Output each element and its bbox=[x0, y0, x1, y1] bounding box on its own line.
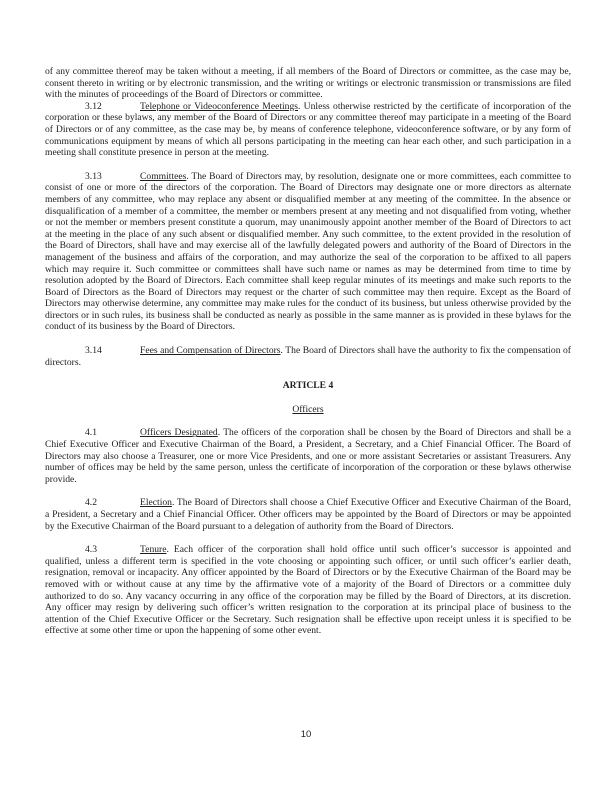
section-number: 3.13 bbox=[85, 170, 102, 182]
section-title-separator: . bbox=[298, 100, 304, 112]
section-4-3 bbox=[45, 544, 571, 637]
section-title-separator: . bbox=[166, 544, 174, 556]
continuation-paragraph: of any committee thereof may be taken without a meeting, if all members of the Board of Directors or committee, as the case may be, consent thereto in writing or by electronic transmission, and the writing or writings or electronic transmission or transmissions are filed with the minutes of proceedings of the Board of Directors or committee. bbox=[45, 66, 571, 101]
page-number: 10 bbox=[300, 729, 312, 740]
section-body: Unless otherwise restricted by the certificate of incorporation of the corporation or these bylaws, any member of the Board of Directors or any committee thereof may participate in a meeting of the Board of Directors or of any committee, as the case may be, by means of conference telephone, videoconference software, or by any form of communications equipment by means of which all persons participating in the meeting can hear each other, and such participation in a meeting shall constitute presence in person at the meeting. bbox=[45, 100, 572, 159]
section-4-1 bbox=[45, 427, 571, 485]
section-body: Each officer of the corporation shall hold office until such officer’s successor is appointed and qualified, unless a different term is specified in the vote choosing or appointing such officer, or until such officer’s earlier death, resignation, removal or incapacity. Any officer appointed by the Board of Directors or by the Executive Chairman of the Board may be removed with or without cause at any time by the affirmative vote of a majority of the Board of Directors or a committee duly authorized to do so. Any vacancy occurring in any office of the corporation may be filled by the Board of Directors, at its discretion. Any officer may resign by delivering such officer’s written resignation to the corporation at its principal place of business to the attention of the Chief Executive Officer or the Secretary. Such resignation shall be effective upon receipt unless it is specified to be effective at some other time or upon the happening of some other event. bbox=[45, 544, 571, 637]
section-number: 4.2 bbox=[85, 497, 97, 509]
section-3-14 bbox=[45, 345, 571, 368]
section-title: Fees and Compensation of Directors bbox=[140, 345, 281, 357]
section-title: Officers Designated bbox=[140, 427, 218, 439]
section-title-separator: . bbox=[186, 170, 192, 182]
section-body: The Board of Directors may, by resolution, designate one or more committees, each committee to consist of one or more of the directors of the corporation. The Board of Directors may designate one or more directors as alternate members of any committee, who may replace any absent or disqualified member at any meeting of the committee. In the absence or disqualification of a member of a committee, the member or members present at any meeting and not disqualified from voting, whether or not the member or members present constitute a quorum, may unanimously appoint another member of the Board of Directors to act at the meeting in the place of any such absent or disqualified member. Any such committee, to the extent provided in the resolution of the Board of Directors, shall have and may exercise all of the lawfully delegated powers and authority of the Board of Directors in the management of the business and affairs of the corporation, and may authorize the seal of the corporation to be affixed to all papers which may require it. Such committee or committees shall have such name or names as may be determined from time to time by resolution adopted by the Board of Directors. Each committee shall keep regular minutes of its meetings and make such reports to the Board of Directors as the Board of Directors may request or the charter of such committee may then require. Except as the Board of Directors may otherwise determine, any committee may make rules for the conduct of its business, but unless otherwise provided by the directors or in such rules, its business shall be conducted as nearly as possible in the same manner as is provided in these bylaws for the conduct of its business by the Board of Directors. bbox=[45, 170, 572, 333]
section-number: 4.1 bbox=[85, 427, 97, 439]
section-number: 3.14 bbox=[85, 345, 102, 357]
section-title-separator: . bbox=[171, 497, 177, 509]
section-3-13 bbox=[45, 171, 571, 333]
document-body bbox=[45, 66, 571, 637]
section-title-separator: . bbox=[217, 427, 224, 439]
section-title: Telephone or Videoconference Meetings bbox=[140, 100, 299, 112]
section-title: Tenure bbox=[140, 544, 167, 556]
section-body: The Board of Directors shall choose a Chief Executive Officer and Executive Chairman of the Board, a President, a Secretary and a Chief Financial Officer. Other officers may be appointed by the Board of Directors or may be appointed by the Executive Chairman of the Board pursuant to a delegation of authority from the Board of Directors. bbox=[45, 497, 571, 532]
section-number: 3.12 bbox=[85, 100, 102, 112]
article-4-title: ARTICLE 4 bbox=[282, 380, 334, 392]
section-title: Committees bbox=[140, 170, 187, 182]
section-body: The Board of Directors shall have the authority to fix the compensation of directors. bbox=[45, 345, 571, 368]
section-title-separator: . bbox=[280, 345, 286, 357]
section-4-2 bbox=[45, 497, 571, 532]
article-4-subtitle: Officers bbox=[292, 403, 324, 415]
section-number: 4.3 bbox=[85, 544, 97, 556]
section-title: Election bbox=[140, 497, 172, 509]
section-3-12 bbox=[45, 101, 571, 159]
section-body: The officers of the corporation shall be chosen by the Board of Directors and shall be a Chief Executive Officer and Executive Chairman of the Board, a President, a Secretary, and a Chief Financial Officer. The Board of Directors may also choose a Treasurer, one or more Vice Presidents, and one or more assistant Secretaries or assistant Treasurers. Any number of offices may be held by the same person, unless the certificate of incorporation of the corporation or these bylaws otherwise provide. bbox=[45, 427, 571, 485]
